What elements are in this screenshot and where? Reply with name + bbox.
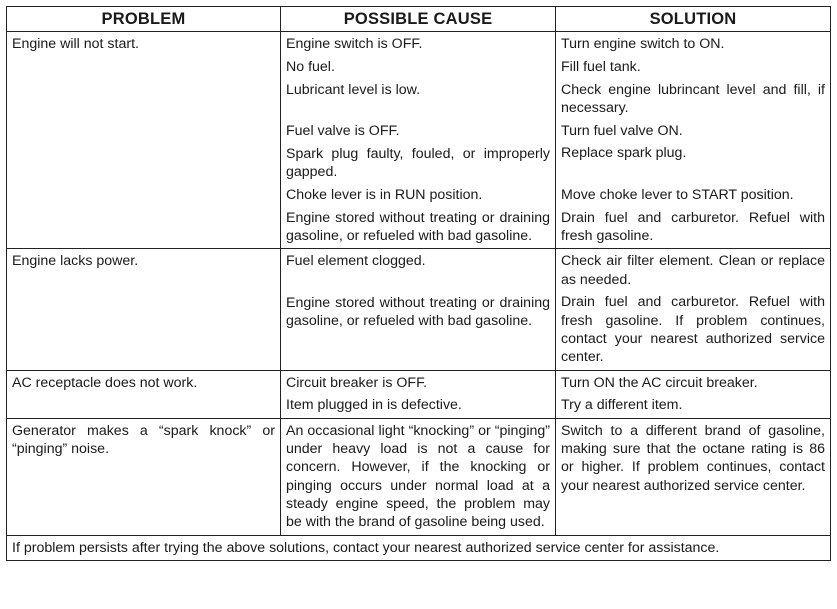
cause-item: Engine stored without treating or draining gasoline, or refueled with bad gasoline. — [286, 294, 550, 330]
cause-item: Engine stored without treating or draining gasoline, or refueled with bad gasoline. — [286, 209, 550, 245]
problem-text: Engine lacks power. — [12, 253, 139, 270]
solution-item: Turn fuel valve ON. — [561, 122, 683, 139]
table-row — [7, 32, 831, 249]
solution-cell — [556, 32, 831, 249]
problem-cell — [7, 370, 281, 418]
problem-cell — [7, 32, 281, 249]
cause-cell — [281, 418, 556, 535]
cause-item: Item plugged in is defective. — [286, 397, 462, 414]
problem-cell — [7, 249, 281, 370]
cause-item: No fuel. — [286, 58, 335, 75]
solution-item: Check engine lubrincant level and fill, if necessary. — [561, 81, 825, 116]
solution-item: Turn ON the AC circuit breaker. — [561, 374, 758, 391]
footer-row — [7, 535, 831, 560]
solution-cell — [556, 370, 831, 418]
solution-item: Switch to a different brand of gasoline, making sure that the octane rating is 86 or higher. If problem continues, contact your nearest authorized service center. — [561, 422, 825, 494]
cause-item: Fuel valve is OFF. — [286, 123, 400, 140]
solution-cell — [556, 249, 831, 370]
header-problem: PROBLEM — [7, 7, 281, 32]
header-possible-cause: POSSIBLE CAUSE — [281, 7, 556, 32]
solution-item: Move choke lever to START position. — [561, 186, 794, 203]
troubleshooting-table — [6, 6, 831, 561]
cause-item: Spark plug faulty, fouled, or improperly gapped. — [286, 145, 550, 181]
cause-item: Lubricant level is low. — [286, 81, 421, 98]
cause-item: An occasional light “knocking” or “pinging” under heavy load is not a cause for concern. However, if the knocking or pinging occurs under normal load at a steady engine speed, the problem may be with the brand of gasoline being used. — [286, 422, 550, 531]
cause-item: Fuel element clogged. — [286, 253, 426, 270]
problem-text: AC receptacle does not work. — [12, 374, 198, 391]
cause-item: Choke lever is in RUN position. — [286, 186, 483, 203]
cause-cell — [281, 249, 556, 370]
solution-item: Turn engine switch to ON. — [561, 36, 725, 52]
header-solution: SOLUTION — [556, 7, 831, 32]
solution-item: Check air filter element. Clean or replace as needed. — [561, 253, 825, 288]
cause-cell — [281, 370, 556, 418]
problem-cell — [7, 418, 281, 535]
cause-item: Engine switch is OFF. — [286, 36, 423, 52]
solution-cell — [556, 418, 831, 535]
solution-item: Drain fuel and carburetor. Refuel with fresh gasoline. If problem continues, contact your nearest authorized service center. — [561, 294, 825, 366]
solution-item: Replace spark plug. — [561, 145, 687, 162]
problem-text: Generator makes a “spark knock” or “pinging” noise. — [12, 422, 275, 458]
cause-cell — [281, 32, 556, 249]
table-row — [7, 370, 831, 418]
table-row — [7, 249, 831, 370]
solution-item: Drain fuel and carburetor. Refuel with fresh gasoline. — [561, 209, 825, 245]
solution-item: Fill fuel tank. — [561, 58, 641, 75]
table-row — [7, 418, 831, 535]
troubleshooting-document — [6, 6, 830, 561]
problem-text: Engine will not start. — [12, 36, 139, 52]
header-row — [7, 7, 831, 32]
footer-note: If problem persists after trying the above solutions, contact your nearest authorized service center for assistance. — [7, 535, 831, 560]
solution-item: Try a different item. — [561, 397, 683, 414]
cause-item: Circuit breaker is OFF. — [286, 374, 428, 391]
